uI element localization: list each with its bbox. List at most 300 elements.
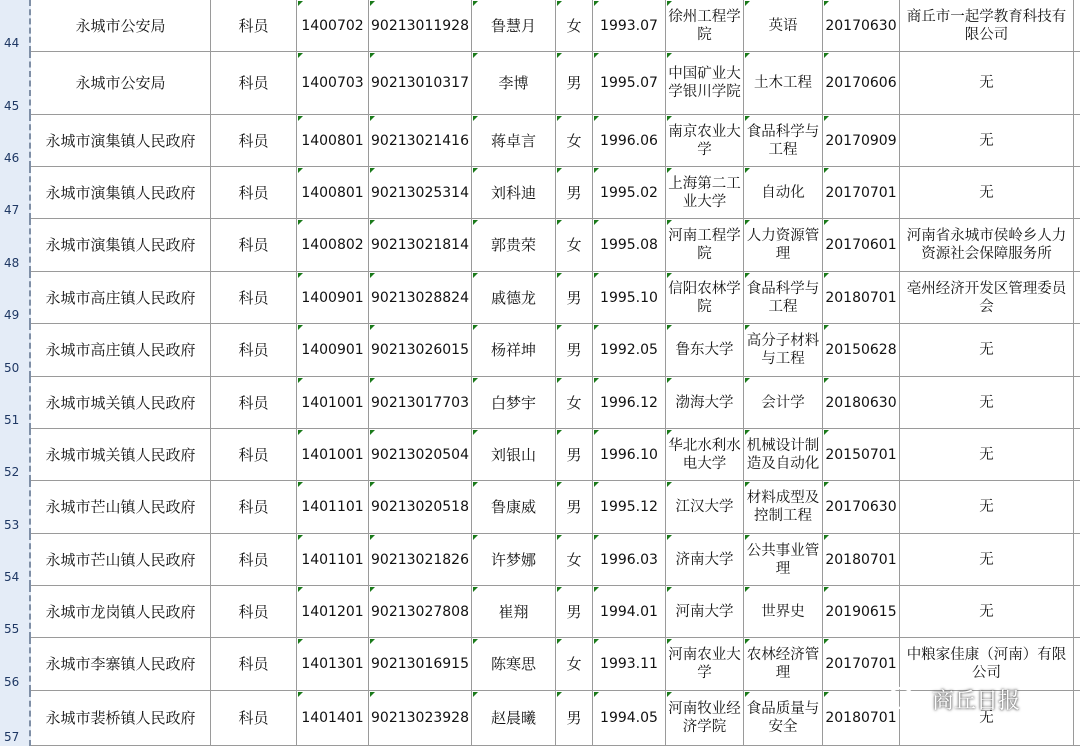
row-header[interactable]	[0, 586, 31, 638]
text-format-indicator	[667, 273, 672, 278]
cell-text: 科员	[238, 341, 269, 359]
cell-name[interactable]	[472, 115, 556, 167]
row-header[interactable]	[0, 638, 31, 691]
cell-text: 90213021826	[371, 551, 469, 568]
cell-ticket[interactable]	[369, 52, 472, 115]
watermark	[886, 684, 1020, 715]
cell-birth[interactable]	[593, 638, 666, 691]
text-format-indicator	[370, 587, 375, 592]
row-header[interactable]	[0, 0, 31, 52]
cell-name[interactable]	[472, 219, 556, 272]
cell-post-code[interactable]	[297, 586, 369, 638]
cell-next-column[interactable]	[1074, 52, 1080, 115]
cell-text: 食品质量与安全	[746, 701, 820, 735]
cell-school[interactable]	[666, 429, 744, 481]
text-format-indicator	[667, 116, 672, 121]
cell-major[interactable]	[744, 377, 823, 429]
cell-ticket[interactable]	[369, 691, 472, 746]
cell-school[interactable]	[666, 481, 744, 534]
cell-work[interactable]	[900, 52, 1074, 115]
cell-text: 20180701	[825, 289, 897, 306]
cell-school[interactable]	[666, 52, 744, 115]
cell-post-code[interactable]	[297, 115, 369, 167]
text-format-indicator	[557, 325, 562, 330]
cell-work[interactable]	[900, 272, 1074, 324]
cell-name[interactable]	[472, 377, 556, 429]
cell-text: 1995.07	[600, 75, 658, 91]
wechat-icon	[886, 685, 926, 715]
cell-text: 男	[566, 709, 582, 727]
cell-birth[interactable]	[593, 586, 666, 638]
row-number: 55	[4, 622, 20, 636]
row-header[interactable]	[0, 167, 31, 219]
text-format-indicator	[370, 168, 375, 173]
text-format-indicator	[473, 692, 478, 697]
cell-birth[interactable]	[593, 115, 666, 167]
cell-ticket[interactable]	[369, 377, 472, 429]
text-format-indicator	[824, 692, 829, 697]
cell-unit[interactable]	[31, 534, 211, 586]
text-format-indicator	[473, 168, 478, 173]
cell-birth[interactable]	[593, 52, 666, 115]
cell-name[interactable]	[472, 534, 556, 586]
cell-position[interactable]	[211, 52, 297, 115]
cell-post-code[interactable]	[297, 0, 369, 52]
row-header[interactable]	[0, 272, 31, 324]
cell-gender[interactable]	[556, 481, 593, 534]
text-format-indicator	[370, 53, 375, 58]
cell-ticket[interactable]	[369, 115, 472, 167]
cell-major[interactable]	[744, 115, 823, 167]
cell-text: 1400801	[301, 184, 364, 201]
cell-birth[interactable]	[593, 324, 666, 377]
cell-major[interactable]	[744, 167, 823, 219]
cell-text: 1995.12	[600, 499, 658, 515]
cell-text: 公共事业管理	[746, 542, 820, 577]
cell-birth[interactable]	[593, 377, 666, 429]
cell-gender[interactable]	[556, 429, 593, 481]
row-number: 54	[4, 570, 20, 584]
cell-birth[interactable]	[593, 691, 666, 746]
cell-ticket[interactable]	[369, 0, 472, 52]
cell-text: 科员	[238, 498, 269, 516]
text-format-indicator	[298, 325, 303, 330]
cell-school[interactable]	[666, 115, 744, 167]
text-format-indicator	[298, 378, 303, 383]
cell-work[interactable]	[900, 115, 1074, 167]
cell-position[interactable]	[211, 691, 297, 746]
cell-text: 男	[566, 445, 582, 464]
cell-school[interactable]	[666, 691, 744, 746]
cell-graduated[interactable]	[823, 272, 900, 324]
cell-next-column[interactable]	[1074, 638, 1080, 691]
cell-post-code[interactable]	[297, 52, 369, 115]
cell-gender[interactable]	[556, 534, 593, 586]
text-format-indicator	[594, 639, 599, 644]
text-format-indicator	[667, 1, 672, 6]
cell-text: 会计学	[761, 394, 805, 411]
cell-next-column[interactable]	[1074, 167, 1080, 219]
cell-major[interactable]	[744, 0, 823, 52]
cell-text: 1996.06	[600, 132, 658, 149]
cell-unit[interactable]	[31, 638, 211, 691]
row-header[interactable]	[0, 481, 31, 534]
cell-school[interactable]	[666, 324, 744, 377]
text-format-indicator	[298, 535, 303, 540]
cell-graduated[interactable]	[823, 481, 900, 534]
cell-text: 土木工程	[754, 75, 812, 91]
cell-post-code[interactable]	[297, 534, 369, 586]
cell-gender[interactable]	[556, 638, 593, 691]
cell-text: 无	[979, 603, 994, 620]
cell-school[interactable]	[666, 219, 744, 272]
table-row	[0, 167, 1080, 219]
cell-text: 徐州工程学院	[668, 8, 741, 43]
cell-gender[interactable]	[556, 52, 593, 115]
cell-unit[interactable]	[31, 219, 211, 272]
cell-birth[interactable]	[593, 219, 666, 272]
cell-name[interactable]	[472, 481, 556, 534]
cell-position[interactable]	[211, 638, 297, 691]
cell-position[interactable]	[211, 167, 297, 219]
cell-unit[interactable]	[31, 115, 211, 167]
cell-text: 科员	[238, 655, 269, 673]
cell-work[interactable]	[900, 534, 1074, 586]
row-header[interactable]	[0, 534, 31, 586]
cell-text: 女	[566, 550, 582, 569]
cell-name[interactable]	[472, 324, 556, 377]
cell-text: 渤海大学	[675, 394, 734, 411]
text-format-indicator	[557, 482, 562, 487]
cell-text: 无	[979, 551, 994, 568]
text-format-indicator	[370, 482, 375, 487]
cell-school[interactable]	[666, 534, 744, 586]
cell-graduated[interactable]	[823, 0, 900, 52]
text-format-indicator	[594, 482, 599, 487]
cell-major[interactable]	[744, 481, 823, 534]
cell-ticket[interactable]	[369, 638, 472, 691]
text-format-indicator	[824, 639, 829, 644]
cell-major[interactable]	[744, 638, 823, 691]
cell-name[interactable]	[472, 0, 556, 52]
cell-birth[interactable]	[593, 167, 666, 219]
cell-major[interactable]	[744, 691, 823, 746]
cell-gender[interactable]	[556, 586, 593, 638]
cell-position[interactable]	[211, 481, 297, 534]
cell-post-code[interactable]	[297, 324, 369, 377]
cell-work[interactable]	[900, 167, 1074, 219]
cell-work[interactable]	[900, 324, 1074, 377]
cell-gender[interactable]	[556, 0, 593, 52]
cell-text: 崔翔	[498, 602, 529, 621]
text-format-indicator	[473, 482, 478, 487]
cell-next-column[interactable]	[1074, 481, 1080, 534]
cell-position[interactable]	[211, 324, 297, 377]
cell-graduated[interactable]	[823, 534, 900, 586]
cell-ticket[interactable]	[369, 219, 472, 272]
cell-post-code[interactable]	[297, 272, 369, 324]
row-number: 56	[4, 675, 20, 689]
cell-position[interactable]	[211, 377, 297, 429]
cell-school[interactable]	[666, 272, 744, 324]
text-format-indicator	[667, 535, 672, 540]
row-number: 57	[4, 730, 20, 744]
cell-name[interactable]	[472, 586, 556, 638]
cell-next-column[interactable]	[1074, 377, 1080, 429]
cell-text: 科员	[238, 74, 269, 92]
cell-work[interactable]	[900, 0, 1074, 52]
table-row	[0, 324, 1080, 377]
cell-work[interactable]	[900, 429, 1074, 481]
cell-post-code[interactable]	[297, 481, 369, 534]
text-format-indicator	[298, 168, 303, 173]
cell-birth[interactable]	[593, 481, 666, 534]
cell-text: 鲁东大学	[675, 342, 734, 358]
cell-ticket[interactable]	[369, 586, 472, 638]
cell-gender[interactable]	[556, 115, 593, 167]
text-format-indicator	[594, 273, 599, 278]
row-number: 47	[4, 203, 20, 217]
cell-text: 华北水利水电大学	[668, 437, 741, 472]
cell-position[interactable]	[211, 534, 297, 586]
cell-text: 科员	[238, 236, 269, 254]
cell-next-column[interactable]	[1074, 0, 1080, 52]
cell-next-column[interactable]	[1074, 115, 1080, 167]
text-format-indicator	[370, 325, 375, 330]
cell-post-code[interactable]	[297, 219, 369, 272]
text-format-indicator	[594, 53, 599, 58]
cell-next-column[interactable]	[1074, 272, 1080, 324]
cell-name[interactable]	[472, 429, 556, 481]
text-format-indicator	[473, 1, 478, 6]
text-format-indicator	[824, 116, 829, 121]
text-format-indicator	[557, 535, 562, 540]
cell-work[interactable]	[900, 219, 1074, 272]
cell-unit[interactable]	[31, 167, 211, 219]
cell-next-column[interactable]	[1074, 691, 1080, 746]
cell-next-column[interactable]	[1074, 534, 1080, 586]
cell-text: 科员	[238, 550, 269, 569]
row-number: 50	[4, 361, 20, 375]
cell-unit[interactable]	[31, 429, 211, 481]
cell-text: 90213023928	[371, 710, 469, 726]
cell-text: 1400703	[301, 75, 364, 91]
cell-unit[interactable]	[31, 272, 211, 324]
cell-post-code[interactable]	[297, 691, 369, 746]
cell-ticket[interactable]	[369, 324, 472, 377]
cell-text: 无	[979, 342, 994, 358]
cell-next-column[interactable]	[1074, 429, 1080, 481]
cell-text: 科员	[238, 16, 269, 35]
cell-text: 女	[566, 16, 582, 35]
cell-next-column[interactable]	[1074, 324, 1080, 377]
cell-text: 永城市高庄镇人民政府	[45, 341, 196, 359]
cell-text: 科员	[238, 183, 269, 202]
cell-school[interactable]	[666, 167, 744, 219]
cell-graduated[interactable]	[823, 52, 900, 115]
cell-next-column[interactable]	[1074, 586, 1080, 638]
cell-ticket[interactable]	[369, 272, 472, 324]
cell-unit[interactable]	[31, 324, 211, 377]
cell-text: 英语	[768, 17, 798, 34]
row-header[interactable]	[0, 429, 31, 481]
text-format-indicator	[473, 587, 478, 592]
text-format-indicator	[298, 273, 303, 278]
cell-post-code[interactable]	[297, 638, 369, 691]
cell-graduated[interactable]	[823, 429, 900, 481]
cell-text: 河南牧业经济学院	[668, 701, 741, 735]
cell-name[interactable]	[472, 272, 556, 324]
cell-next-column[interactable]	[1074, 219, 1080, 272]
cell-text: 1996.03	[600, 551, 658, 568]
cell-major[interactable]	[744, 219, 823, 272]
cell-birth[interactable]	[593, 534, 666, 586]
cell-text: 男	[566, 498, 582, 516]
cell-work[interactable]	[900, 586, 1074, 638]
text-format-indicator	[667, 430, 672, 435]
cell-text: 1401001	[301, 394, 364, 411]
cell-text: 信阳农林学院	[668, 280, 741, 315]
cell-major[interactable]	[744, 272, 823, 324]
cell-name[interactable]	[472, 691, 556, 746]
cell-ticket[interactable]	[369, 534, 472, 586]
cell-unit[interactable]	[31, 586, 211, 638]
cell-gender[interactable]	[556, 272, 593, 324]
text-format-indicator	[298, 53, 303, 58]
cell-text: 1401401	[301, 710, 364, 726]
cell-text: 科员	[238, 131, 269, 150]
text-format-indicator	[370, 639, 375, 644]
cell-text: 90213028824	[371, 289, 469, 306]
row-header[interactable]	[0, 324, 31, 377]
cell-post-code[interactable]	[297, 377, 369, 429]
cell-graduated[interactable]	[823, 324, 900, 377]
cell-text: 男	[566, 288, 582, 307]
text-format-indicator	[824, 535, 829, 540]
cell-graduated[interactable]	[823, 115, 900, 167]
cell-text: 1401101	[301, 499, 364, 515]
cell-position[interactable]	[211, 115, 297, 167]
cell-major[interactable]	[744, 429, 823, 481]
text-format-indicator	[370, 378, 375, 383]
text-format-indicator	[667, 168, 672, 173]
cell-text: 戚德龙	[490, 288, 536, 307]
cell-text: 20150628	[825, 342, 897, 358]
text-format-indicator	[473, 430, 478, 435]
cell-gender[interactable]	[556, 691, 593, 746]
cell-text: 男	[566, 74, 582, 92]
cell-work[interactable]	[900, 377, 1074, 429]
cell-birth[interactable]	[593, 0, 666, 52]
text-format-indicator	[745, 639, 750, 644]
cell-post-code[interactable]	[297, 167, 369, 219]
text-format-indicator	[745, 692, 750, 697]
text-format-indicator	[594, 168, 599, 173]
row-header[interactable]	[0, 377, 31, 429]
row-header[interactable]	[0, 115, 31, 167]
cell-name[interactable]	[472, 52, 556, 115]
text-format-indicator	[370, 116, 375, 121]
cell-ticket[interactable]	[369, 429, 472, 481]
text-format-indicator	[824, 378, 829, 383]
row-header[interactable]	[0, 691, 31, 746]
watermark-text: 商丘日报	[932, 689, 1021, 714]
cell-school[interactable]	[666, 377, 744, 429]
cell-ticket[interactable]	[369, 167, 472, 219]
cell-text: 郭贵荣	[490, 236, 536, 254]
cell-position[interactable]	[211, 219, 297, 272]
cell-graduated[interactable]	[823, 586, 900, 638]
cell-text: 90213021814	[371, 237, 469, 253]
cell-text: 女	[566, 131, 582, 150]
cell-gender[interactable]	[556, 324, 593, 377]
cell-unit[interactable]	[31, 52, 211, 115]
cell-text: 1400901	[301, 342, 364, 358]
cell-unit[interactable]	[31, 377, 211, 429]
cell-name[interactable]	[472, 638, 556, 691]
row-header[interactable]	[0, 219, 31, 272]
row-number: 49	[4, 308, 20, 322]
cell-ticket[interactable]	[369, 481, 472, 534]
table-row	[0, 0, 1080, 52]
text-format-indicator	[370, 692, 375, 697]
cell-position[interactable]	[211, 429, 297, 481]
text-format-indicator	[745, 1, 750, 6]
cell-graduated[interactable]	[823, 219, 900, 272]
cell-major[interactable]	[744, 534, 823, 586]
cell-text: 刘科迪	[490, 183, 536, 202]
cell-post-code[interactable]	[297, 429, 369, 481]
cell-graduated[interactable]	[823, 377, 900, 429]
cell-gender[interactable]	[556, 219, 593, 272]
text-format-indicator	[298, 482, 303, 487]
cell-school[interactable]	[666, 638, 744, 691]
cell-position[interactable]	[211, 272, 297, 324]
cell-text: 女	[566, 393, 582, 412]
cell-school[interactable]	[666, 586, 744, 638]
row-header[interactable]	[0, 52, 31, 115]
text-format-indicator	[298, 220, 303, 225]
text-format-indicator	[745, 587, 750, 592]
cell-text: 20180630	[825, 394, 897, 411]
cell-text: 商丘市一起学教育科技有限公司	[906, 8, 1067, 43]
cell-text: 1996.12	[600, 394, 658, 411]
cell-text: 赵晨曦	[490, 709, 536, 727]
cell-major[interactable]	[744, 52, 823, 115]
cell-birth[interactable]	[593, 429, 666, 481]
cell-text: 男	[566, 341, 582, 359]
cell-major[interactable]	[744, 324, 823, 377]
cell-unit[interactable]	[31, 481, 211, 534]
cell-position[interactable]	[211, 0, 297, 52]
cell-position[interactable]	[211, 586, 297, 638]
cell-text: 科员	[238, 445, 269, 464]
cell-unit[interactable]	[31, 0, 211, 52]
cell-birth[interactable]	[593, 272, 666, 324]
row-number: 53	[4, 518, 20, 532]
text-format-indicator	[667, 692, 672, 697]
cell-work[interactable]	[900, 481, 1074, 534]
cell-unit[interactable]	[31, 691, 211, 746]
cell-gender[interactable]	[556, 377, 593, 429]
cell-school[interactable]	[666, 0, 744, 52]
cell-gender[interactable]	[556, 167, 593, 219]
cell-name[interactable]	[472, 167, 556, 219]
cell-major[interactable]	[744, 586, 823, 638]
cell-graduated[interactable]	[823, 167, 900, 219]
cell-text: 无	[979, 132, 994, 149]
text-format-indicator	[370, 1, 375, 6]
